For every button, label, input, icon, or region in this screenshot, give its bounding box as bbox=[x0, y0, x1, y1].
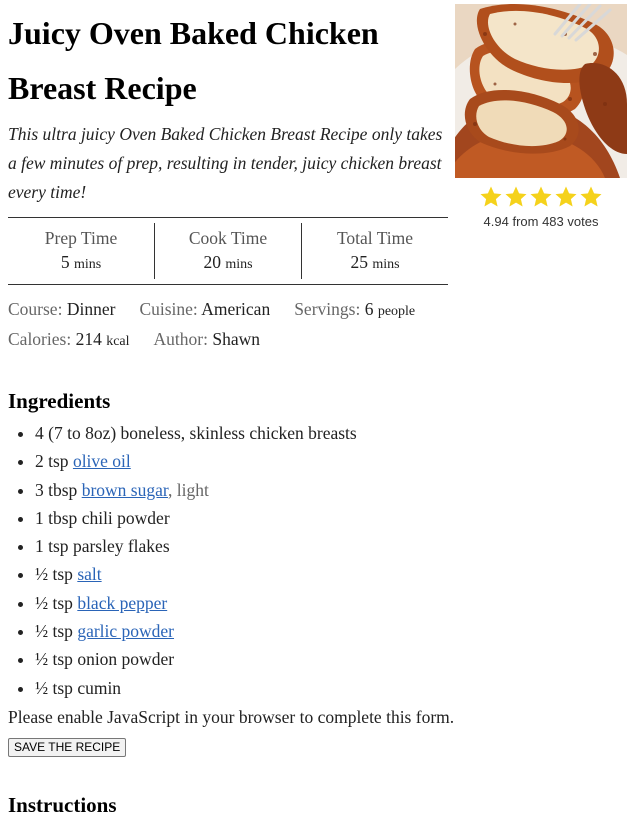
ingredient-item bbox=[35, 447, 627, 475]
time-number: 5 bbox=[60, 251, 70, 272]
save-recipe-button[interactable]: SAVE THE RECIPE bbox=[8, 738, 126, 757]
ingredient-link[interactable]: brown sugar bbox=[81, 479, 168, 500]
recipe-meta-row-1 bbox=[8, 297, 468, 324]
time-number: 20 bbox=[203, 251, 221, 272]
time-unit: mins bbox=[73, 256, 102, 272]
ingredient-item bbox=[35, 532, 627, 560]
ingredient-unit: tsp bbox=[52, 621, 73, 642]
ingredient-link[interactable]: salt bbox=[77, 564, 102, 585]
time-unit: mins bbox=[225, 256, 253, 272]
recipe-meta-row-2 bbox=[8, 327, 468, 354]
meta-unit: kcal bbox=[106, 334, 130, 349]
meta-label: Course: bbox=[8, 299, 63, 319]
meta-value: 6 bbox=[364, 299, 374, 319]
time-label: Cook Time bbox=[188, 227, 268, 248]
ingredient-name: (7 to 8oz) boneless, skinless chicken breasts bbox=[48, 423, 357, 443]
ingredient-item bbox=[35, 504, 627, 532]
javascript-notice: Please enable JavaScript in your browser to complete this form. bbox=[8, 707, 455, 727]
ingredient-link[interactable]: olive oil bbox=[72, 451, 131, 472]
star-icon[interactable] bbox=[579, 185, 603, 209]
ingredients-list bbox=[8, 419, 627, 702]
time-block bbox=[8, 223, 154, 279]
star-rating[interactable] bbox=[455, 183, 627, 211]
time-value bbox=[302, 250, 448, 277]
star-icon[interactable] bbox=[529, 185, 553, 209]
ingredient-amount: ½ bbox=[35, 592, 49, 613]
time-value bbox=[8, 250, 154, 277]
recipe-summary: This ultra juicy Oven Baked Chicken Breast Recipe only takes a few minutes of prep, resulting in tender, juicy chicken breast every time! bbox=[8, 124, 443, 202]
ingredient-amount: ½ bbox=[35, 677, 49, 698]
recipe-title: Juicy Oven Baked Chicken Breast Recipe bbox=[8, 15, 379, 106]
ingredient-item bbox=[35, 589, 627, 617]
star-icon[interactable] bbox=[504, 185, 528, 209]
time-block bbox=[301, 223, 448, 279]
meta-label: Servings: bbox=[294, 299, 361, 319]
ingredient-amount: ½ bbox=[35, 621, 49, 642]
ingredients-heading: Ingredients bbox=[8, 389, 111, 413]
ingredient-item bbox=[35, 560, 627, 588]
ingredient-amount: 2 bbox=[35, 451, 44, 472]
meta-unit: people bbox=[377, 304, 416, 319]
chicken-breast-image bbox=[455, 4, 627, 178]
ingredient-amount: 1 bbox=[35, 507, 44, 528]
ingredient-name: onion powder bbox=[77, 649, 175, 670]
meta-value: 214 bbox=[75, 329, 102, 349]
recipe-rating bbox=[455, 183, 627, 229]
meta-item bbox=[154, 327, 260, 351]
ingredient-amount: ½ bbox=[35, 564, 49, 585]
time-label: Prep Time bbox=[44, 227, 118, 248]
time-unit: mins bbox=[372, 256, 400, 272]
meta-value: American bbox=[201, 299, 271, 319]
star-icon[interactable] bbox=[479, 185, 503, 209]
instructions-heading: Instructions bbox=[8, 793, 117, 817]
recipe-times bbox=[8, 217, 448, 285]
meta-item bbox=[8, 297, 115, 321]
ingredient-unit: tsp bbox=[52, 677, 73, 698]
ingredient-unit: tsp bbox=[52, 564, 73, 585]
ingredient-amount: 1 bbox=[35, 536, 44, 557]
ingredient-item bbox=[35, 645, 627, 673]
time-number: 25 bbox=[350, 251, 368, 272]
ingredient-notes: , light bbox=[167, 479, 209, 500]
meta-label: Cuisine: bbox=[139, 299, 198, 319]
ingredient-item bbox=[35, 617, 627, 645]
ingredient-unit: tsp bbox=[52, 592, 73, 613]
ingredient-amount: 3 bbox=[35, 479, 44, 500]
meta-item bbox=[294, 297, 415, 324]
ingredient-unit: tsp bbox=[52, 649, 73, 670]
ingredient-item bbox=[35, 476, 627, 504]
ingredient-amount: 4 bbox=[35, 423, 44, 443]
ingredient-item bbox=[35, 419, 627, 447]
time-value bbox=[155, 250, 301, 277]
ingredient-name: chili powder bbox=[81, 507, 170, 528]
meta-item bbox=[8, 327, 130, 354]
ingredient-unit: tsp bbox=[48, 536, 69, 557]
star-icon[interactable] bbox=[554, 185, 578, 209]
rating-votes: 4.94 from 483 votes bbox=[483, 214, 599, 229]
ingredient-unit: tbsp bbox=[48, 507, 78, 528]
ingredient-item bbox=[35, 674, 627, 702]
recipe-photo bbox=[455, 4, 627, 178]
meta-value: Shawn bbox=[212, 329, 260, 349]
ingredient-name: parsley flakes bbox=[72, 536, 170, 557]
ingredient-amount: ½ bbox=[35, 649, 49, 670]
meta-label: Calories: bbox=[8, 329, 72, 349]
time-label: Total Time bbox=[336, 227, 414, 248]
time-block bbox=[154, 223, 301, 279]
meta-value: Dinner bbox=[66, 299, 116, 319]
ingredient-name: cumin bbox=[77, 677, 122, 698]
meta-item bbox=[139, 297, 270, 321]
meta-label: Author: bbox=[153, 329, 208, 349]
ingredient-unit: tsp bbox=[48, 451, 69, 472]
ingredient-unit: tbsp bbox=[48, 479, 78, 500]
ingredient-link[interactable]: black pepper bbox=[77, 592, 168, 613]
ingredient-link[interactable]: garlic powder bbox=[77, 621, 175, 642]
